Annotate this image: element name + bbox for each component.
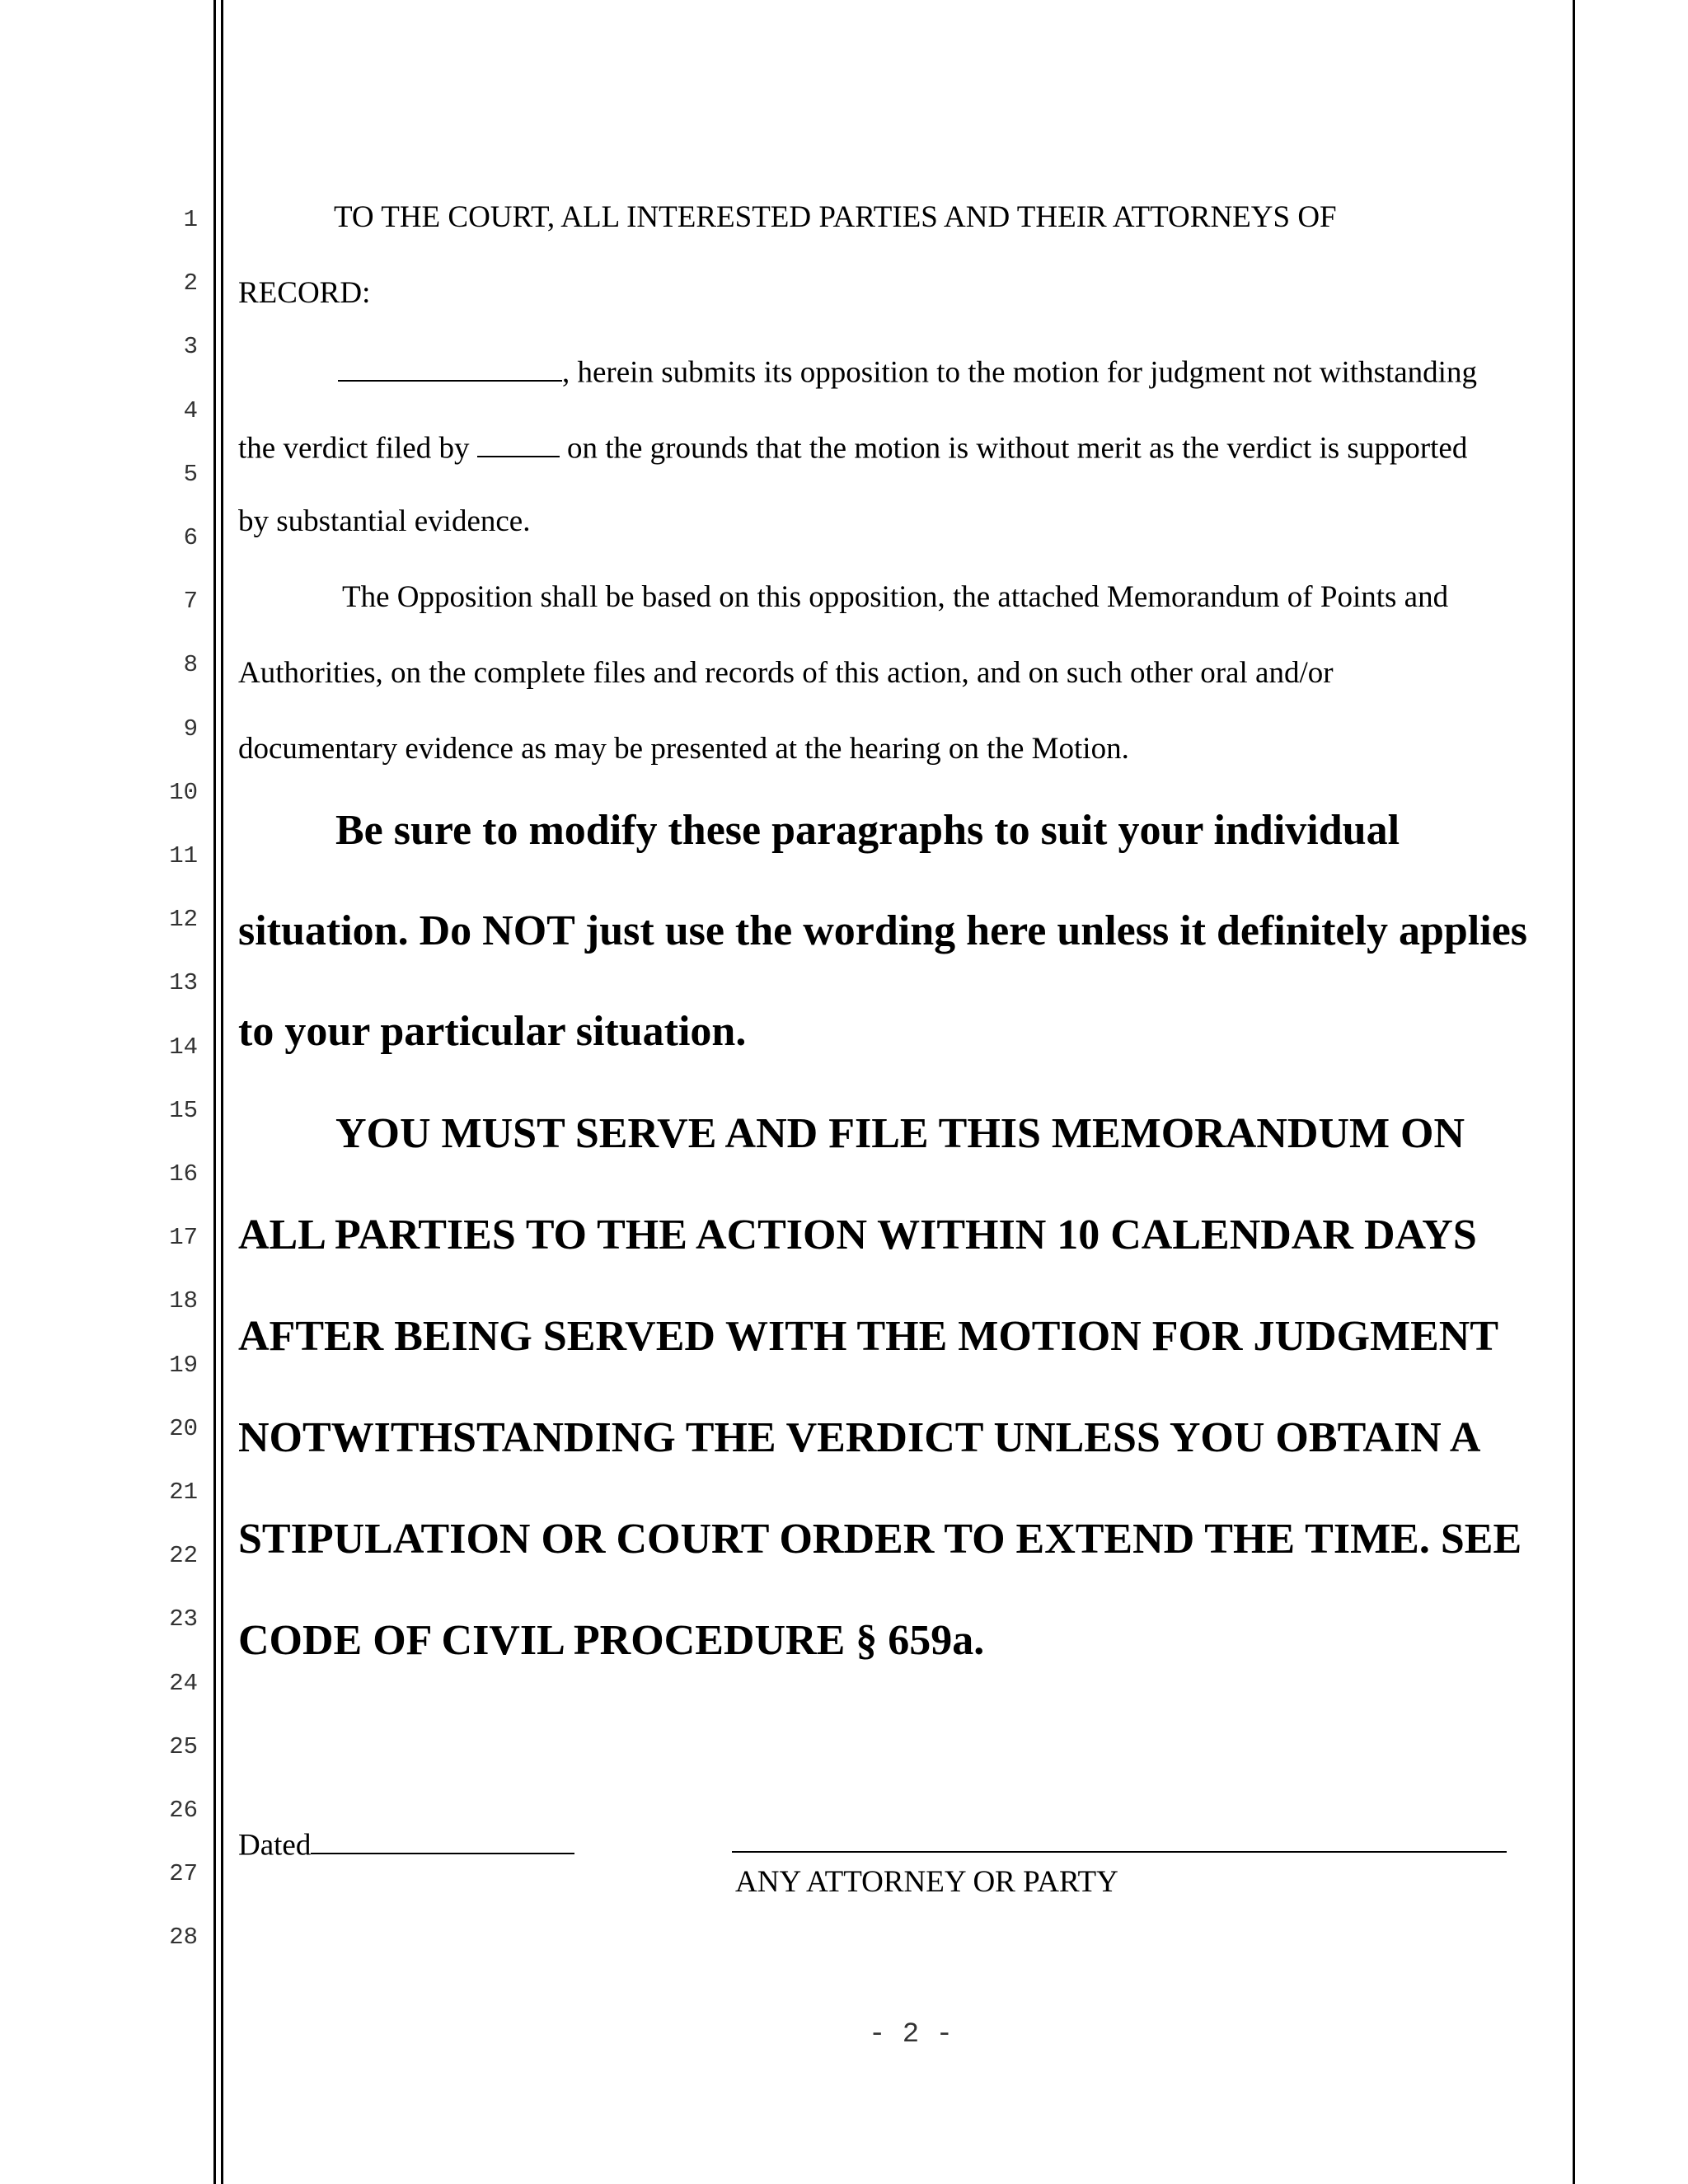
signature-line[interactable] xyxy=(732,1851,1507,1853)
line-number: 13 xyxy=(169,969,198,996)
line-number: 2 xyxy=(183,269,198,297)
opposition-paragraph-line: the verdict filed by on the grounds that the motion is without merit as the verdict is supported xyxy=(238,431,1468,466)
margin-rule-left-outer xyxy=(213,0,216,2184)
line-number: 5 xyxy=(183,461,198,488)
margin-rule-right xyxy=(1573,0,1575,2184)
date-blank[interactable] xyxy=(311,1827,574,1854)
line-number: 1 xyxy=(183,206,198,233)
basis-paragraph-line: documentary evidence as may be presented at the hearing on the Motion. xyxy=(238,732,1129,766)
deadline-warning-line: ALL PARTIES TO THE ACTION WITHIN 10 CALENDAR DAYS xyxy=(238,1212,1477,1258)
line-number: 18 xyxy=(169,1287,198,1315)
deadline-warning-line: YOU MUST SERVE AND FILE THIS MEMORANDUM ON xyxy=(335,1110,1465,1157)
line-number: 28 xyxy=(169,1924,198,1951)
dated-label: Dated xyxy=(238,1828,312,1863)
deadline-warning-line: STIPULATION OR COURT ORDER TO EXTEND THE TIME. SEE xyxy=(238,1516,1522,1563)
line-number: 20 xyxy=(169,1415,198,1442)
line-number: 27 xyxy=(169,1860,198,1887)
modify-instruction-line: situation. Do NOT just use the wording here unless it definitely applies xyxy=(238,907,1528,954)
line-number: 24 xyxy=(169,1670,198,1697)
line-number: 26 xyxy=(169,1797,198,1824)
basis-paragraph-line: The Opposition shall be based on this opposition, the attached Memorandum of Points and xyxy=(342,580,1449,614)
line-number: 23 xyxy=(169,1605,198,1633)
line-number: 16 xyxy=(169,1160,198,1188)
address-line: RECORD: xyxy=(238,276,371,310)
line-number: 10 xyxy=(169,779,198,806)
margin-rule-left-inner xyxy=(221,0,223,2184)
line-number: 3 xyxy=(183,333,198,360)
line-number: 22 xyxy=(169,1542,198,1569)
line-number: 11 xyxy=(169,842,198,869)
page-number: - 2 - xyxy=(869,2019,954,2050)
dated-field xyxy=(238,1827,574,1863)
line-number: 12 xyxy=(169,906,198,933)
basis-paragraph-line: Authorities, on the complete files and records of this action, and on such other oral and/or xyxy=(238,656,1334,690)
moving-party-blank[interactable] xyxy=(477,430,560,457)
line-number: 14 xyxy=(169,1033,198,1061)
modify-instruction-line: to your particular situation. xyxy=(238,1008,747,1055)
line-number: 9 xyxy=(183,715,198,743)
opposition-paragraph-line: , herein submits its opposition to the motion for judgment not withstanding xyxy=(338,354,1477,387)
line-number: 17 xyxy=(169,1224,198,1251)
line-number: 7 xyxy=(183,588,198,615)
line-number: 21 xyxy=(169,1479,198,1506)
party-name-blank[interactable] xyxy=(338,354,562,382)
line-number: 4 xyxy=(183,397,198,424)
address-line: TO THE COURT, ALL INTERESTED PARTIES AND THEIR ATTORNEYS OF xyxy=(334,200,1337,234)
deadline-warning-line: CODE OF CIVIL PROCEDURE § 659a. xyxy=(238,1617,985,1664)
line-number: 15 xyxy=(169,1097,198,1124)
deadline-warning-line: AFTER BEING SERVED WITH THE MOTION FOR JUDGMENT xyxy=(238,1313,1499,1360)
line-number: 6 xyxy=(183,524,198,551)
modify-instruction-line: Be sure to modify these paragraphs to suit your individual xyxy=(335,807,1400,854)
line-number: 8 xyxy=(183,651,198,678)
opposition-paragraph-line: by substantial evidence. xyxy=(238,504,531,538)
signer-label: ANY ATTORNEY OR PARTY xyxy=(735,1865,1118,1899)
deadline-warning-line: NOTWITHSTANDING THE VERDICT UNLESS YOU OBTAIN A xyxy=(238,1414,1481,1461)
line-number: 25 xyxy=(169,1733,198,1760)
line-number: 19 xyxy=(169,1352,198,1379)
